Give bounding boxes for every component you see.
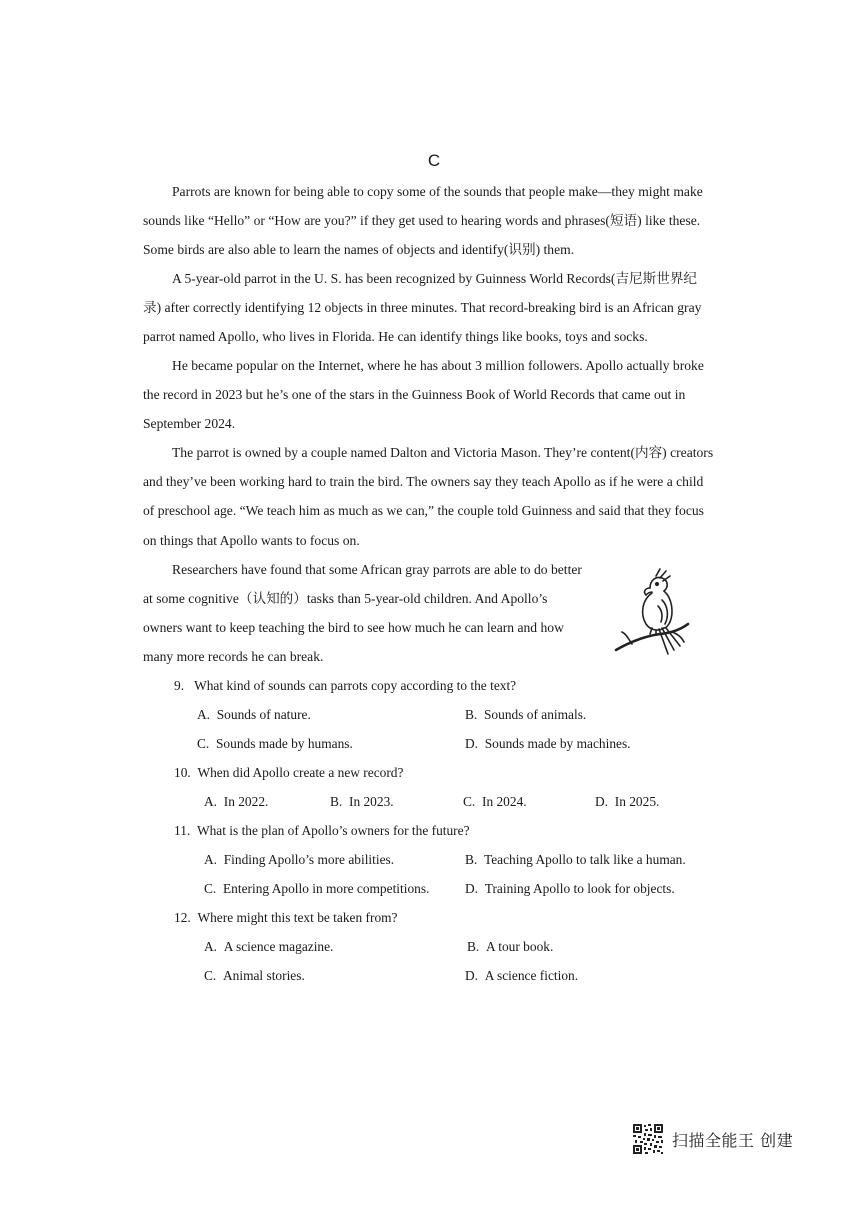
passage-line: 录) after correctly identifying 12 objects in three minutes. That record-breaking bird is an African gray	[143, 300, 702, 315]
question-9: 9. What kind of sounds can parrots copy according to the text?	[174, 678, 517, 693]
option-12b[interactable]: B. A tour book.	[467, 939, 554, 954]
option-10b[interactable]: B. In 2023.	[330, 794, 394, 809]
option-11c[interactable]: C. Entering Apollo in more competitions.	[204, 881, 430, 896]
passage-line: at some cognitive（认知的）tasks than 5-year-old children. And Apollo’s	[143, 591, 548, 606]
passage-line: sounds like “Hello” or “How are you?” if they get used to hearing words and phrases(短语) like these.	[143, 213, 701, 228]
option-9a[interactable]: A. Sounds of nature.	[197, 707, 311, 722]
question-10: 10. When did Apollo create a new record?	[174, 765, 404, 780]
passage-line: The parrot is owned by a couple named Dalton and Victoria Mason. They’re content(内容) creators	[172, 445, 714, 460]
passage-line: on things that Apollo wants to focus on.	[143, 533, 360, 548]
passage-line: of preschool age. “We teach him as much as we can,” the couple told Guinness and said that they focus	[143, 503, 704, 518]
passage-line: Some birds are also able to learn the names of objects and identify(识别) them.	[143, 242, 575, 257]
scanner-watermark	[632, 1123, 793, 1155]
option-9c[interactable]: C. Sounds made by humans.	[197, 736, 353, 751]
watermark-text: 扫描全能王 创建	[672, 1130, 794, 1150]
qr-code-icon	[632, 1123, 664, 1155]
option-9b[interactable]: B. Sounds of animals.	[465, 707, 587, 722]
passage-line: He became popular on the Internet, where he has about 3 million followers. Apollo actually broke	[172, 358, 704, 373]
option-10a[interactable]: A. In 2022.	[204, 794, 269, 809]
option-10c[interactable]: C. In 2024.	[463, 794, 527, 809]
passage-line: parrot named Apollo, who lives in Florida. He can identify things like books, toys and socks.	[143, 329, 648, 344]
question-11: 11. What is the plan of Apollo’s owners for the future?	[174, 823, 470, 838]
option-12d[interactable]: D. A science fiction.	[465, 968, 579, 983]
parrot-illustration	[612, 566, 692, 658]
option-12a[interactable]: A. A science magazine.	[204, 939, 334, 954]
passage-line: Parrots are known for being able to copy some of the sounds that people make—they might make	[172, 184, 703, 199]
passage-line: and they’ve been working hard to train the bird. The owners say they teach Apollo as if he were a child	[143, 474, 704, 489]
option-10d[interactable]: D. In 2025.	[595, 794, 660, 809]
passage-line: many more records he can break.	[143, 649, 324, 664]
passage-line: A 5-year-old parrot in the U. S. has been recognized by Guinness World Records(吉尼斯世界纪	[172, 271, 698, 286]
section-heading: C	[427, 151, 441, 170]
passage-line: Researchers have found that some African gray parrots are able to do better	[172, 562, 582, 577]
option-11b[interactable]: B. Teaching Apollo to talk like a human.	[465, 852, 686, 867]
question-12: 12. Where might this text be taken from?	[174, 910, 398, 925]
option-9d[interactable]: D. Sounds made by machines.	[465, 736, 631, 751]
passage-line: September 2024.	[143, 416, 236, 431]
option-11a[interactable]: A. Finding Apollo’s more abilities.	[204, 852, 395, 867]
option-11d[interactable]: D. Training Apollo to look for objects.	[465, 881, 675, 896]
passage-line: owners want to keep teaching the bird to see how much he can learn and how	[143, 620, 564, 635]
option-12c[interactable]: C. Animal stories.	[204, 968, 305, 983]
passage-line: the record in 2023 but he’s one of the stars in the Guinness Book of World Records that came out in	[143, 387, 686, 402]
